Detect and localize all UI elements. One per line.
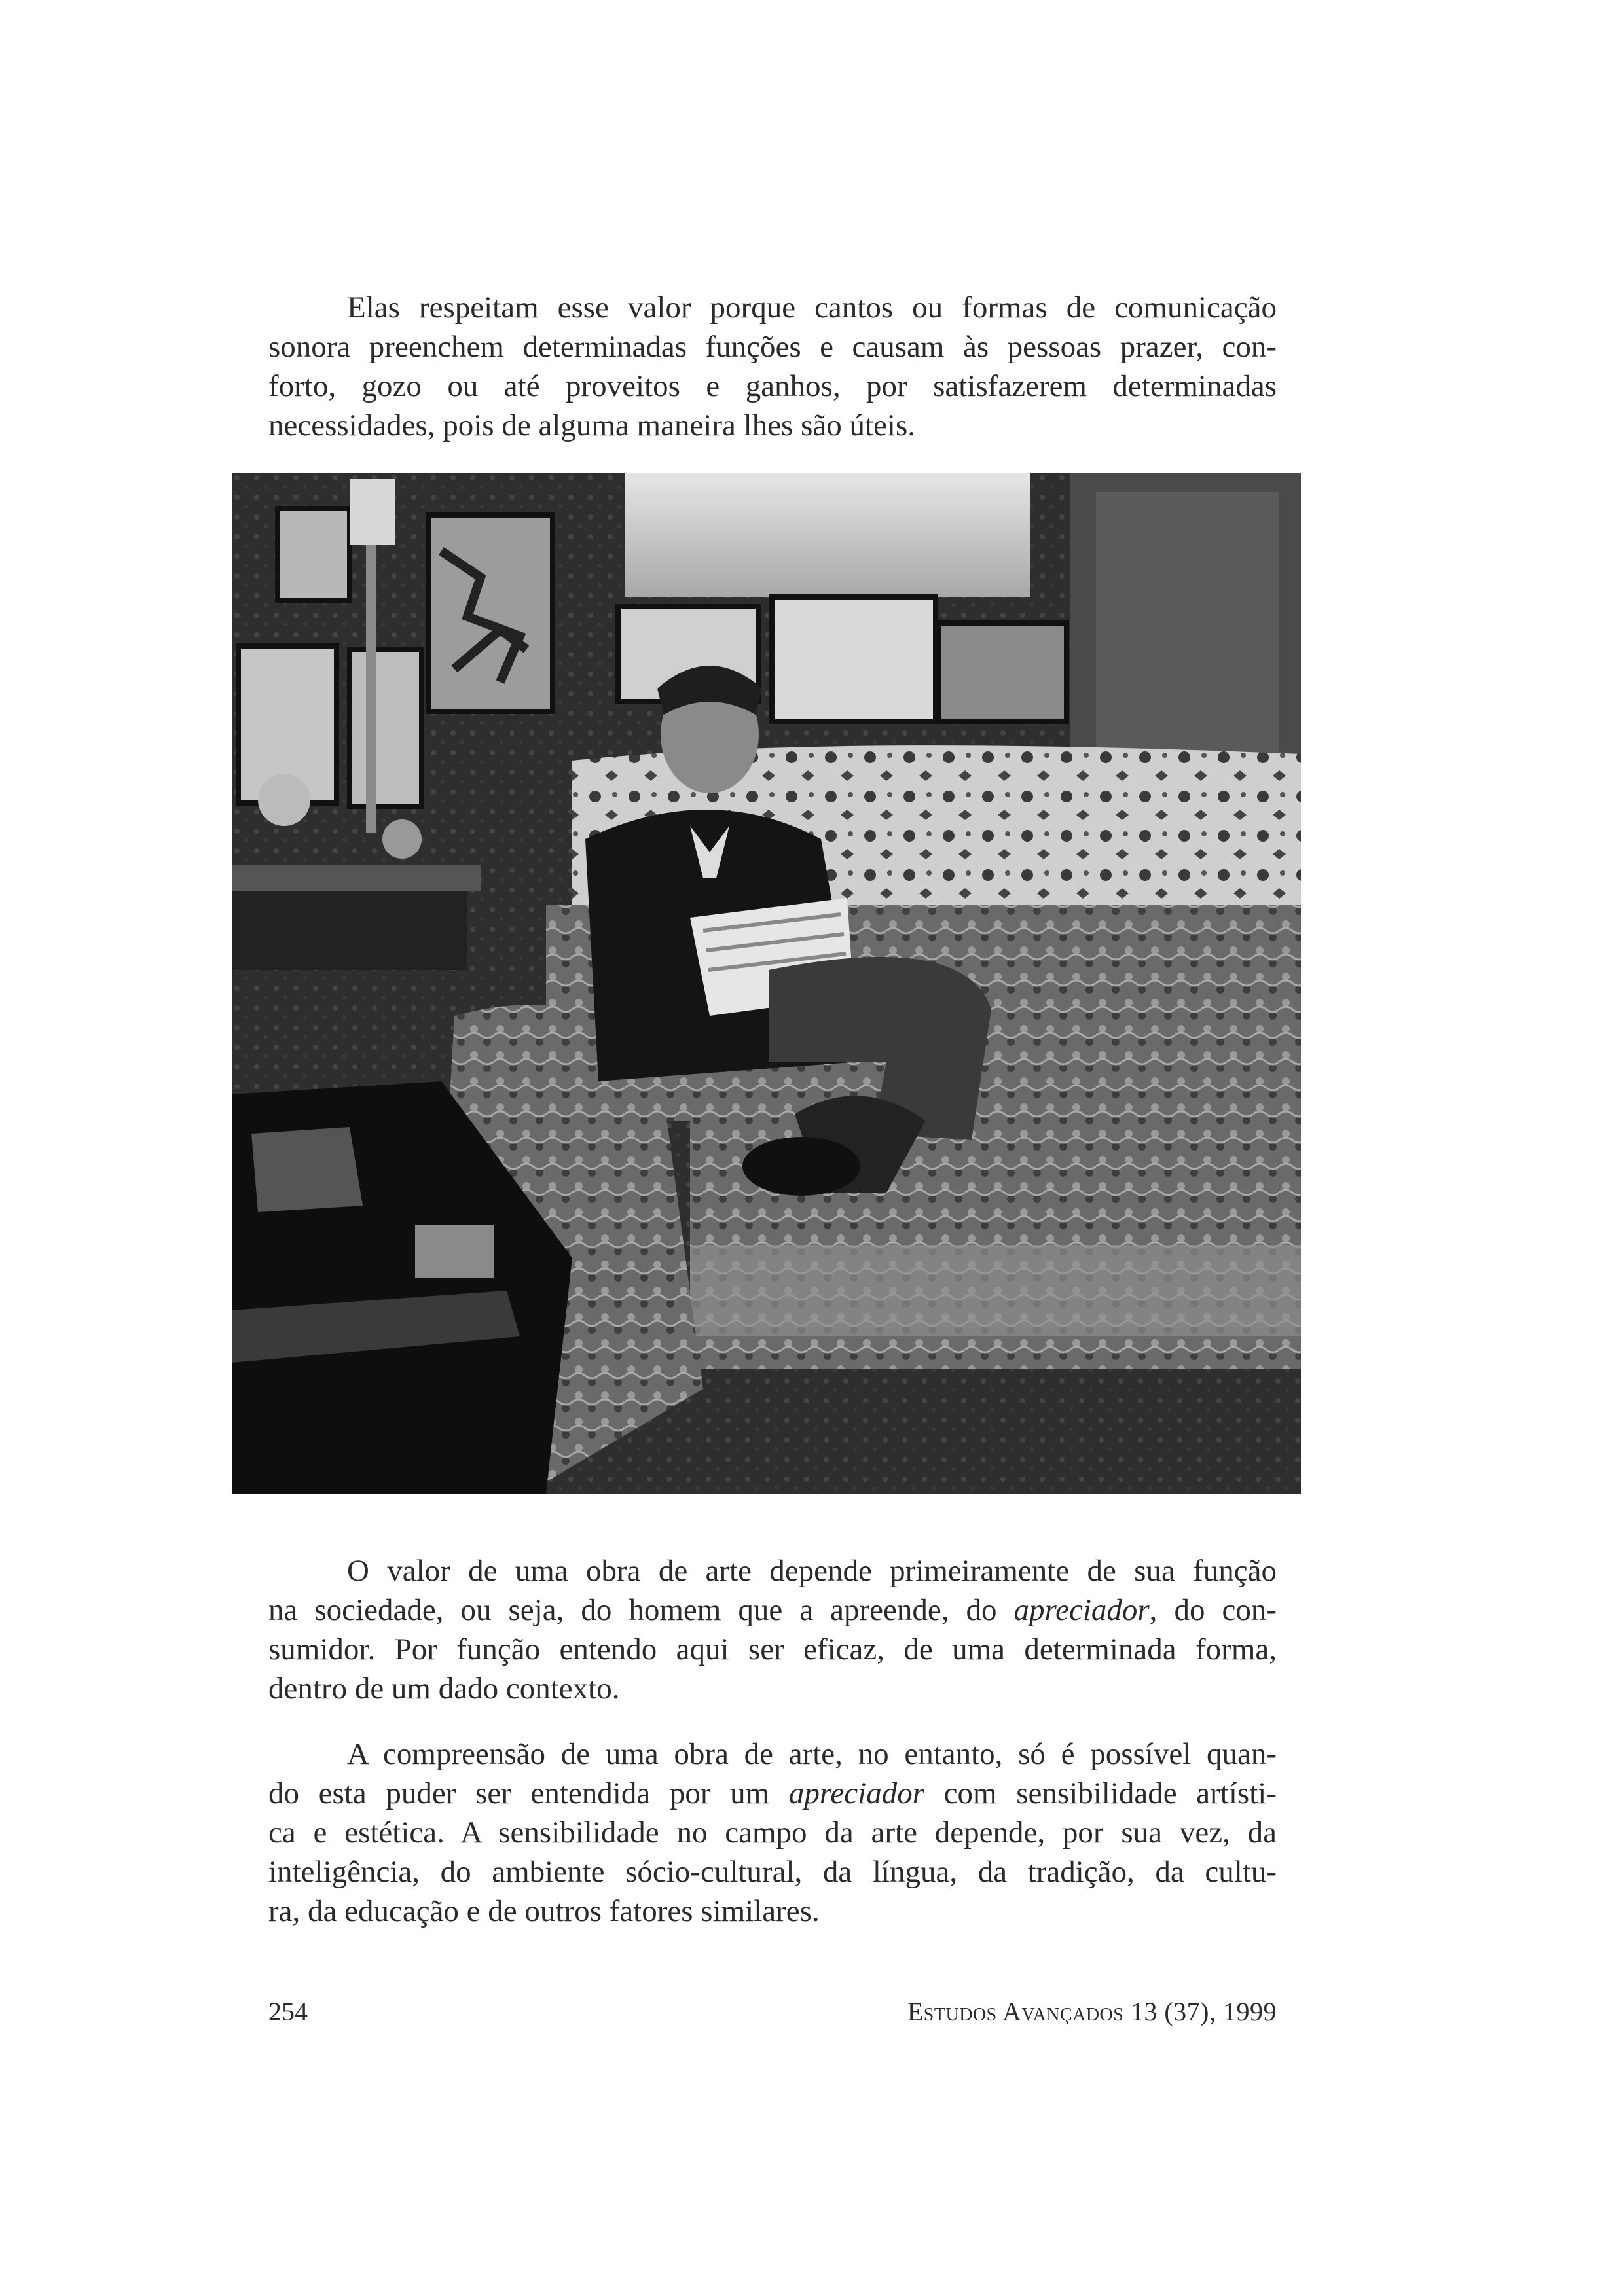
- text-line: forto, gozo ou até proveitos e ganhos, por satisfazerem determinadas: [268, 369, 1277, 403]
- text-line: A compreensão de uma obra de arte, no entanto, só é possível quan-: [347, 1737, 1277, 1771]
- photo-illustration: [232, 473, 1301, 1494]
- photograph-man-reading-on-sofa: [232, 473, 1301, 1494]
- text-line: na sociedade, ou seja, do homem que a apreende, do apreciador, do con-: [268, 1593, 1277, 1627]
- emphasis-apreciador: apreciador: [788, 1776, 925, 1810]
- framed-picture: [772, 597, 936, 721]
- text-line: O valor de uma obra de arte depende primeiramente de sua função: [347, 1554, 1277, 1588]
- running-head: Estudos Avançados 13 (37), 1999: [907, 1997, 1277, 2026]
- paragraph-2: [268, 1551, 1277, 1708]
- text-line: dentro de um dado contexto.: [268, 1672, 620, 1706]
- framed-picture: [939, 623, 1067, 721]
- window: [625, 473, 1030, 597]
- text-line: Elas respeitam esse valor porque cantos ou formas de comunicação: [347, 291, 1277, 325]
- framed-picture: [428, 515, 553, 711]
- framed-picture: [278, 509, 350, 600]
- page-number: 254: [268, 1997, 308, 2026]
- text-line: do esta puder ser entendida por um apreciador com sensibilidade artísti-: [268, 1776, 1277, 1810]
- emphasis-apreciador: apreciador: [1013, 1593, 1150, 1627]
- text-line: sumidor. Por função entendo aqui ser eficaz, de uma determinada forma,: [268, 1632, 1277, 1666]
- text-line: ca e estética. A sensibilidade no campo da arte depende, por sua vez, da: [268, 1816, 1277, 1850]
- text-line: necessidades, pois de alguma maneira lhes são úteis.: [268, 408, 916, 442]
- paragraph-3: [268, 1734, 1277, 1931]
- lamp-stand: [366, 545, 376, 833]
- framed-picture: [350, 649, 422, 806]
- lamp-shade: [350, 479, 395, 545]
- shoe: [742, 1137, 860, 1196]
- paragraph-1: [268, 288, 1277, 445]
- text-line: sonora preenchem determinadas funções e causam às pessoas prazer, con-: [268, 330, 1277, 364]
- desk: [232, 891, 467, 970]
- text-line: inteligência, do ambiente sócio-cultural, da língua, da tradição, da cultu-: [268, 1855, 1277, 1889]
- text-line: ra, da educação e de outros fatores similares.: [268, 1894, 820, 1928]
